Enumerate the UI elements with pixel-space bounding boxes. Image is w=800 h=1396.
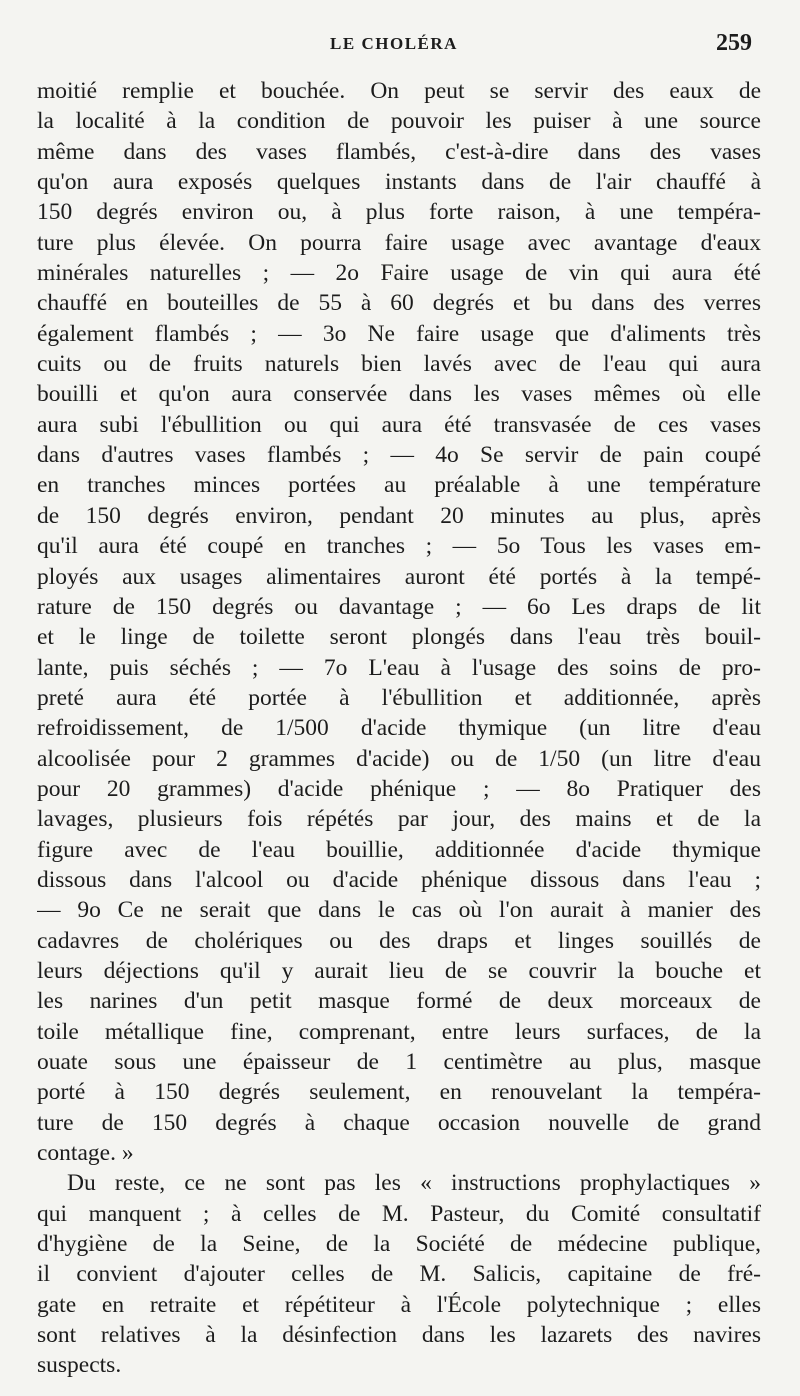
text-line: alcoolisée pour 2 grammes d'acide) ou de 1/50 (un litre d'eau [37,745,761,772]
text-line: moitié remplie et bouchée. On peut se servir des eaux de [37,78,761,104]
text-line: Du reste, ce ne sont pas les « instructions prophylactiques » [67,1170,761,1197]
text-line: il convient d'ajouter celles de M. Salicis, capitaine de fré- [37,1261,761,1288]
text-line: ouate sous une épaisseur de 1 centimètre au plus, masque [37,1049,761,1075]
text-line: toile métallique fine, comprenant, entre leurs surfaces, de la [37,1018,761,1045]
page-header [36,30,752,64]
text-line: minérales naturelles ; — 2o Faire usage de vin qui aura été [37,260,761,287]
text-line: porté à 150 degrés seulement, en renouvelant la tempéra- [37,1079,761,1106]
text-line: dans d'autres vases flambés ; — 4o Se servir de pain coupé [37,442,761,469]
text-line: — 9o Ce ne serait que dans le cas où l'on aurait à manier des [37,897,761,924]
text-line: lavages, plusieurs fois répétés par jour, des mains et de la [37,806,761,833]
text-line: de 150 degrés environ, pendant 20 minutes au plus, après [37,502,761,529]
text-line: pour 20 grammes) d'acide phénique ; — 8o Pratiquer des [37,775,761,802]
text-line: suspects. [37,1352,122,1379]
text-line: refroidissement, de 1/500 d'acide thymique (un litre d'eau [37,715,761,742]
text-line: dissous dans l'alcool ou d'acide phénique dissous dans l'eau ; [37,866,761,893]
text-line: rature de 150 degrés ou davantage ; — 6o Les draps de lit [37,593,761,620]
text-line: preté aura été portée à l'ébullition et additionnée, après [37,684,761,711]
text-line: qu'il aura été coupé en tranches ; — 5o Tous les vases em- [37,533,761,560]
text-line: aura subi l'ébullition ou qui aura été transvasée de ces vases [37,411,761,438]
text-line: également flambés ; — 3o Ne faire usage que d'aliments très [37,320,761,347]
text-line: contage. » [37,1140,134,1167]
text-line: sont relatives à la désinfection dans les lazarets des navires [37,1322,761,1349]
text-line: d'hygiène de la Seine, de la Société de médecine publique, [37,1231,761,1258]
text-line: les narines d'un petit masque formé de deux morceaux de [37,988,761,1015]
text-line: cadavres de cholériques ou des draps et linges souillés de [37,927,761,954]
text-line: gate en retraite et répétiteur à l'École polytechnique ; elles [37,1291,761,1318]
text-line: ture de 150 degrés à chaque occasion nouvelle de grand [37,1109,761,1136]
text-line: la localité à la condition de pouvoir les puiser à une source [37,108,761,135]
running-title: LE CHOLÉRA [330,34,458,53]
text-line: 150 degrés environ ou, à plus forte raison, à une tempéra- [37,199,761,226]
text-line: en tranches minces portées au préalable à une température [37,472,761,499]
text-line: figure avec de l'eau bouillie, additionnée d'acide thymique [37,836,761,863]
text-line: cuits ou de fruits naturels bien lavés avec de l'eau qui aura [37,351,761,378]
page-number: 259 [716,30,752,56]
text-line: bouilli et qu'on aura conservée dans les vases mêmes où elle [37,381,761,408]
text-line: qu'on aura exposés quelques instants dans de l'air chauffé à [37,169,761,196]
text-line: chauffé en bouteilles de 55 à 60 degrés et bu dans des verres [37,290,761,317]
text-line: et le linge de toilette seront plongés dans l'eau très bouil- [37,624,761,651]
text-line: ture plus élevée. On pourra faire usage avec avantage d'eaux [37,229,761,256]
text-line: lante, puis séchés ; — 7o L'eau à l'usage des soins de pro- [37,654,761,681]
text-line: même dans des vases flambés, c'est-à-dire dans des vases [37,138,761,165]
body-text [37,76,761,1381]
text-line: leurs déjections qu'il y aurait lieu de se couvrir la bouche et [37,957,761,984]
text-line: qui manquent ; à celles de M. Pasteur, du Comité consultatif [37,1200,761,1227]
text-line: ployés aux usages alimentaires auront été portés à la tempé- [37,563,761,590]
